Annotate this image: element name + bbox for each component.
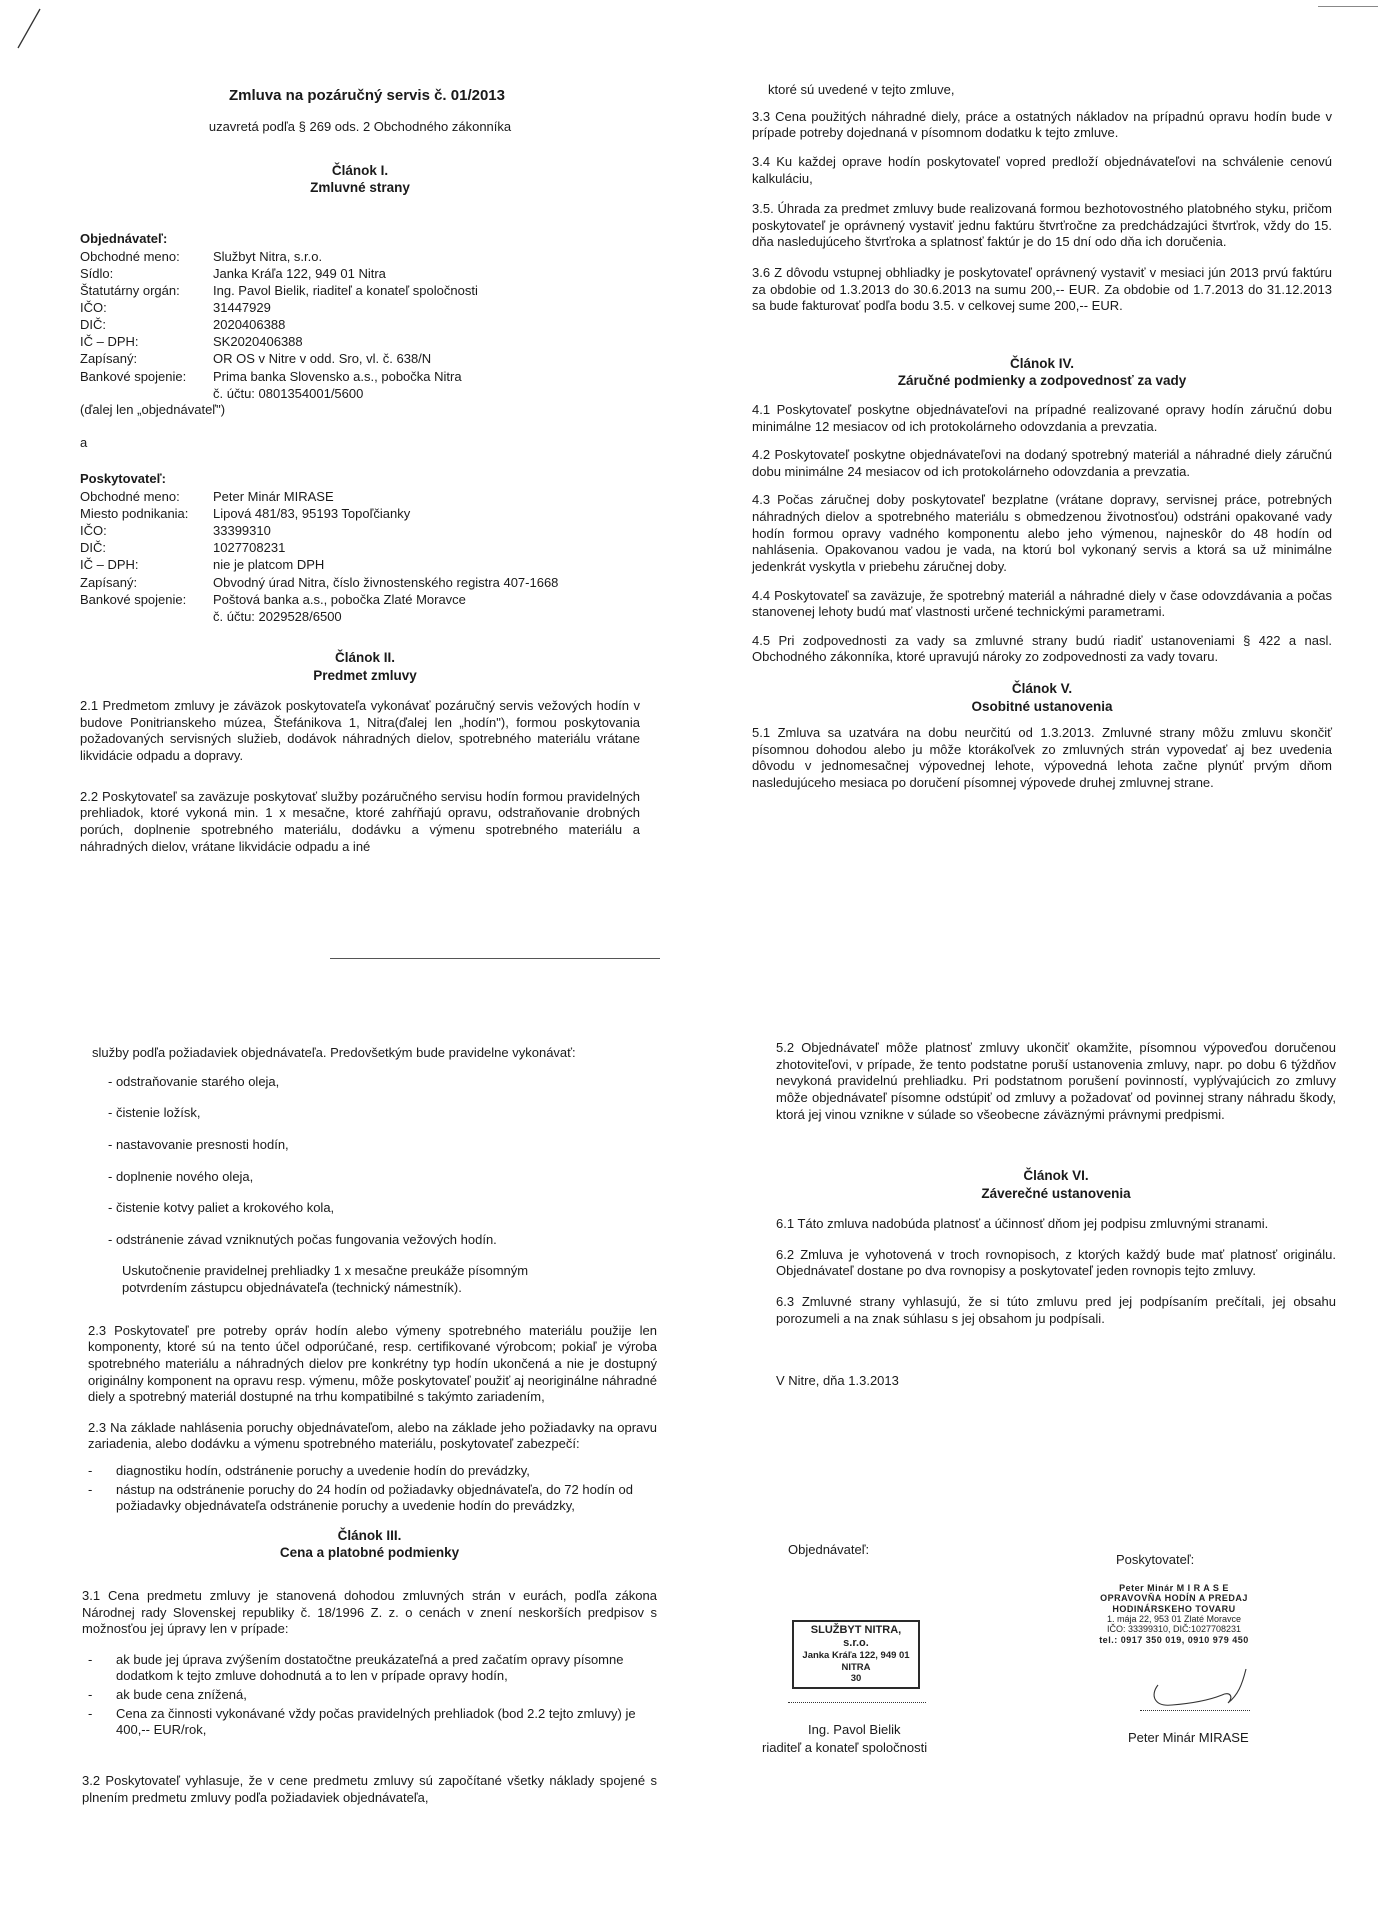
clause-6-3: 6.3 Zmluvné strany vyhlasujú, že si túto zmluvu pred jej podpísaním prečítali, jej obsahu porozumeli a na znak súhlasu s jej obsahom ju podpísali. — [776, 1294, 1336, 1326]
list-item: - čistenie ložísk, — [108, 1105, 201, 1121]
article-6-heading: Článok VI. — [1023, 1168, 1089, 1184]
clause-6-2: 6.2 Zmluva je vyhotovená v troch rovnopisoch, z ktorých každý bude mať platnosť originálu. Objednávateľ dostane po dva rovnopisy a poskytovateľ jeden rovnopis tejto zmluvy. — [776, 1246, 1336, 1279]
clause-4-2: 4.2 Poskytovateľ poskytne objednávateľovi na dodaný spotrebný materiál a náhradné diely záručnú dobu minimálne 24 mesiacov od ich protokolárneho odovzdania a prevzatia. — [752, 447, 1332, 479]
party-field-value: č. účtu: 2029528/6500 — [213, 608, 342, 624]
party-field-value: Poštová banka a.s., pobočka Zlaté Moravce — [213, 591, 466, 607]
article-5-heading: Článok V. — [1011, 681, 1073, 697]
list-item: - čistenie kotvy paliet a krokového kola, — [108, 1200, 335, 1216]
party-field-value: Peter Minár MIRASE — [213, 488, 334, 504]
party-row — [80, 333, 478, 350]
article-3-heading: Článok III. — [337, 1527, 402, 1543]
party-row — [80, 282, 478, 299]
and-text: a — [80, 434, 88, 450]
party-field-value: Janka Kráľa 122, 949 01 Nitra — [213, 265, 386, 281]
article-4-heading: Článok IV. — [1009, 355, 1075, 371]
clause-3-6: 3.6 Z dôvodu vstupnej obhliadky je poskytovateľ oprávnený vystaviť v mesiaci jún 2013 prvú faktúru za obdobie od 1.3.2013 do 30.6.2013 na sumu 200,-- EUR. Za obdobie od 1.7.2013 do 31.12.2013 sa bude fakturovať podľa bodu 3.5. v celkovej sume 200,-- EUR. — [752, 265, 1332, 314]
place-date: V Nitre, dňa 1.3.2013 — [776, 1373, 899, 1389]
fault-list — [82, 1463, 657, 1515]
page1-left-column — [80, 86, 640, 855]
scan-edge-line — [1318, 6, 1378, 7]
provider-signature-line — [1140, 1710, 1250, 1711]
orderer-company-stamp: SLUŽBYT NITRA, s.r.o. Janka Kráľa 122, 949 01 NITRA 30 — [792, 1620, 920, 1689]
party-field-label — [80, 385, 213, 402]
clause-2-1: 2.1 Predmetom zmluvy je záväzok poskytovateľa vykonávať pozáručný servis vežových hodín v budove Ponitrianskeho múzea, Štefánikova 1, Nitra(ďalej len „hodín"), formou poskytovania požadovaných servisných služieb, dodávok náhradných dielov, spotrebného materiálu vrátane likvidácie odpadu a dopravy. — [80, 698, 640, 764]
article-2-heading: Článok II. — [334, 650, 395, 666]
clause-2-2: 2.2 Poskytovateľ sa zaväzuje poskytovať služby pozáručného servisu hodín formou pravidelných prehliadok, ktoré vykoná min. 1 x mesačne, ktoré zahŕňajú opravu, odstraňovanie drobných porúch, doplnenie spotrebného materiálu, dodávku a výmenu spotrebného materiálu a náhradných dielov, vrátane likvidácie odpadu a iné — [80, 788, 640, 854]
contract-title: Zmluva na pozáručný servis č. 01/2013 — [229, 87, 505, 104]
clause-4-1: 4.1 Poskytovateľ poskytne objednávateľovi na prípadné realizované opravy hodín záručnú dobu minimálne 12 mesiacov od ich protokolárneho odovzdania a prevzatia. — [752, 401, 1332, 434]
party-field-value: Ing. Pavol Bielik, riaditeľ a konateľ spoločnosti — [213, 282, 478, 298]
party-field-value: Lipová 481/83, 95193 Topoľčianky — [213, 505, 411, 521]
orderer-alias: (ďalej len „objednávateľ") — [80, 401, 226, 417]
list-item: - Cena za činnosti vykonávané vždy počas pravidelných prehliadok (bod 2.2 tejto zmluvy) je 400,-- EUR/rok, — [82, 1706, 657, 1739]
list-item: - ak bude jej úprava zvýšením dostatočtne preukázateľná a pred začatím opravy písomne dodatkom k tejto zmluve dohodnutá a to len v prípade opravy hodín, — [82, 1652, 657, 1685]
scan-mark — [14, 6, 44, 52]
orderer-table — [80, 248, 478, 402]
party-field-value: OR OS v Nitre v odd. Sro, vl. č. 638/N — [213, 351, 432, 367]
party-field-label: IČO: — [80, 523, 107, 539]
party-row — [80, 316, 478, 333]
list-item: - doplnenie nového oleja, — [108, 1168, 254, 1184]
party-row — [80, 248, 478, 265]
orderer-heading: Objednávateľ: — [80, 230, 168, 246]
party-row — [80, 539, 558, 556]
article-2-name: Predmet zmluvy — [313, 667, 417, 683]
party-field-label: Obchodné meno: — [80, 488, 180, 504]
clause-3-1: 3.1 Cena predmetu zmluvy je stanovená dohodou zmluvných strán v eurách, podľa zákona Národnej rady Slovenskej republiky č. 18/1996 Z. z. o cenách v znení neskorších predpisov s možnosťou jej úpravy len v prípade: — [82, 1587, 657, 1637]
list-item: - diagnostiku hodín, odstránenie poruchy a uvedenie hodín do prevádzky, — [82, 1463, 657, 1480]
party-field-label: Sídlo: — [80, 265, 114, 281]
party-field-label — [80, 608, 213, 625]
list-item: - odstraňovanie starého oleja, — [108, 1073, 280, 1089]
clause-2-3-components: 2.3 Poskytovateľ pre potreby opráv hodín alebo výmeny spotrebného materiálu použije len komponenty, ktoré sú na tento účel odporúčané, resp. certifikované výrobcom; pokiaľ je výroba spotrebného materiálu a náhradných dielov pre konkrétny typ hodín ukončená a nie je dostupný originálny komponent na opravu resp. výmenu, môže poskytovateľ použiť aj neoriginálne náhradné diely a spotrebný materiál dostupné na trhu kompatibilné s takýmto zariadením, — [88, 1322, 657, 1405]
clause-4-4: 4.4 Poskytovateľ sa zaväzuje, že spotrebný materiál a náhradné diely v čase odovzdávania a počas stanovenej lehoty budú mať vlastnosti určené technickými parametrami. — [752, 587, 1332, 620]
orderer-signer-name: Ing. Pavol Bielik — [808, 1722, 901, 1737]
provider-handwritten-signature — [1142, 1655, 1252, 1715]
party-field-label: Zapísaný: — [80, 574, 138, 590]
orderer-block — [80, 231, 640, 419]
page1-right-column — [752, 82, 1332, 792]
party-field-value: nie je platcom DPH — [213, 557, 325, 573]
list-item: - nastavovanie presnosti hodín, — [108, 1136, 289, 1152]
party-field-label: IČO: — [80, 300, 107, 315]
provider-table — [80, 488, 558, 625]
provider-signature-label: Poskytovateľ: — [1116, 1552, 1195, 1567]
party-field-label: Štatutárny orgán: — [80, 282, 180, 298]
party-field-label: IČ – DPH: — [80, 557, 139, 573]
party-field-label: Bankové spojenie: — [80, 368, 187, 384]
party-field-value: 33399310 — [213, 523, 271, 539]
party-field-label: Bankové spojenie: — [80, 591, 187, 607]
contract-subtitle: uzavretá podľa § 269 ods. 2 Obchodného zákonníka — [208, 119, 512, 135]
party-row — [80, 556, 558, 573]
party-field-value: SK2020406388 — [213, 334, 303, 350]
orderer-signature-line — [788, 1702, 926, 1703]
party-row — [80, 299, 478, 316]
clause-5-1: 5.1 Zmluva sa uzatvára na dobu neurčitú od 1.3.2013. Zmluvné strany môžu zmluvu skončiť písomnou dohodou alebo ju môže ktorákoľvek zo zmluvných strán vypovedať aj bez uvedenia dôvodu v jednomesačnej výpovednej lehote, výpovedná lehota začne plynúť prvým dňom nasledujúceho mesiaca po doručení písomnej výpovede druhej zmluvnej strane. — [752, 725, 1332, 791]
orderer-signer-role: riaditeľ a konateľ spoločnosti — [762, 1740, 928, 1755]
page1-left-footer-line — [330, 958, 660, 959]
party-field-label: Miesto podnikania: — [80, 505, 189, 521]
list-item: - nástup na odstránenie poruchy do 24 hodín od požiadavky objednávateľa, do 72 hodín od požiadavky objednávateľa odstránenie poruchy a uvedenie hodín do prevádzky, — [82, 1482, 657, 1515]
party-field-label: DIČ: — [80, 540, 106, 556]
provider-heading: Poskytovateľ: — [80, 471, 166, 487]
clause-4-5: 4.5 Pri zodpovednosti za vady sa zmluvné strany budú riadiť ustanoveniami § 422 a nasl. Obchodného zákonníka, ktoré upravujú nároky zo zodpovednosti za vady tovaru. — [752, 632, 1332, 665]
clause-3-2: 3.2 Poskytovateľ vyhlasuje, že v cene predmetu zmluvy sú započítané všetky náklady spojené s plnením predmetu zmluvy podľa požiadaviek objednávateľa, — [82, 1772, 657, 1805]
party-row — [80, 385, 478, 402]
services-intro: služby podľa požiadaviek objednávateľa. Predovšetkým bude pravidelne vykonávať: — [92, 1045, 576, 1060]
party-field-label: DIČ: — [80, 317, 106, 333]
party-field-value: Prima banka Slovensko a.s., pobočka Nitra — [213, 368, 462, 384]
party-field-value: Službyt Nitra, s.r.o. — [213, 248, 323, 264]
party-row — [80, 505, 558, 522]
list-item: - odstránenie závad vzniknutých počas fungovania vežových hodín. — [108, 1231, 497, 1247]
clause-3-3: 3.3 Cena použitých náhradné diely, práce a ostatných nákladov na prípadnú opravu hodín bude v prípade potreby dojednaná v písomnom dodatku k tejto zmluve. — [752, 108, 1332, 141]
party-field-value: č. účtu: 0801354001/5600 — [213, 385, 364, 401]
article-3-name: Cena a platobné podmienky — [279, 1545, 460, 1561]
article-1-name: Zmluvné strany — [310, 180, 410, 196]
party-row — [80, 591, 558, 608]
services-list — [108, 1074, 657, 1249]
list-item: - ak bude cena znížená, — [82, 1687, 657, 1704]
party-row — [80, 608, 558, 625]
party-row — [80, 265, 478, 282]
party-row — [80, 368, 478, 385]
party-field-value: 2020406388 — [213, 317, 286, 333]
clause-3-5: 3.5. Úhrada za predmet zmluvy bude realizovaná formou bezhotovostného platobného styku, pričom poskytovateľ je oprávnený vystaviť jednu faktúru štvrťročne za predchádzajúci štvrťrok, vždy do 15. dňa nasledujúceho štvrťroka a splatnosť faktúr je do 15 dní odo dňa ich doručenia. — [752, 201, 1332, 250]
article-4-name: Záručné podmienky a zodpovednosť za vady — [897, 373, 1187, 389]
party-field-value: Obvodný úrad Nitra, číslo živnostenského registra 407-1668 — [213, 574, 559, 590]
article-1-heading: Článok I. — [331, 162, 389, 178]
provider-block — [80, 471, 640, 625]
clause-5-2: 5.2 Objednávateľ môže platnosť zmluvy ukončiť okamžite, písomnou výpoveďou doručenou zhotoviteľovi, v prípade, že tento podstatne poruší ustanovenia zmluvy, napr. po dobu 6 týždňov nevykoná pravidelnú prehliadku. Pri podstatnom porušení povinností, vyplývajúcich zo zmluvy môže objednávateľ písomne odstúpiť od zmluvy a požadovať od povinnej strany náhradu škody, ktorá jej vinou vznikne v súlade so všeobecne záväznými právnymi predpismi. — [776, 1040, 1336, 1122]
inspection-confirmation: Uskutočnenie pravidelnej prehliadky 1 x mesačne preukáže písomným potvrdením zástupcu objednávateľa (technický námestník). — [122, 1263, 529, 1295]
party-field-label: Obchodné meno: — [80, 248, 180, 264]
party-row — [80, 574, 558, 591]
provider-signer-name: Peter Minár MIRASE — [1128, 1730, 1249, 1745]
orderer-signature-label: Objednávateľ: — [788, 1542, 870, 1557]
party-field-label: IČ – DPH: — [80, 334, 139, 350]
price-list — [82, 1652, 657, 1739]
party-field-value: 1027708231 — [213, 540, 286, 556]
party-row — [80, 488, 558, 505]
clause-3-4: 3.4 Ku každej oprave hodín poskytovateľ vopred predloží objednávateľovi na schválenie cenovú kalkuláciu, — [752, 153, 1332, 186]
clause-3-2-continuation: ktoré sú uvedené v tejto zmluve, — [768, 82, 955, 97]
provider-company-stamp: Peter Minár M I R A S E OPRAVOVŇA HODÍN A PREDAJ HODINÁRSKEHO TOVARU 1. mája 22, 953 01 Zlaté Moravce IČO: 33399310, DIČ:1027708231 tel.: 0917 350 019, 0910 979 450 — [1099, 1583, 1249, 1645]
article-5-name: Osobitné ustanovenia — [971, 698, 1113, 714]
article-6-name: Záverečné ustanovenia — [981, 1185, 1131, 1201]
party-field-value: 31447929 — [213, 300, 271, 315]
clause-2-3-fault: 2.3 Na základe nahlásenia poruchy objednávateľom, alebo na základe jeho požiadavky na opravu zariadenia, alebo dodávku a výmenu spotrebného materiálu, poskytovateľ zabezpečí: — [88, 1419, 657, 1452]
party-row — [80, 522, 558, 539]
clause-4-3: 4.3 Počas záručnej doby poskytovateľ bezplatne (vrátane dopravy, servisnej práce, potrebných náhradných dielov a spotrebného materiálu s obmedzenou životnosťou) odstráni opakované vady hodín formou opravy vadného komponentu alebo jeho výmenou, najneskôr do 48 hodín od nahlásenia. Opakovanou vadou je vada, na ktorú bol vykonaný servis a ktorá sa už minimálne jedenkrát vyskytla v priebehu záručnej doby. — [752, 492, 1332, 574]
party-row — [80, 350, 478, 367]
clause-6-1: 6.1 Táto zmluva nadobúda platnosť a účinnosť dňom jej podpisu zmluvnými stranami. — [776, 1216, 1269, 1232]
page2-right-column — [776, 1040, 1336, 1390]
party-field-label: Zapísaný: — [80, 351, 138, 367]
page2-left-column — [82, 1045, 657, 1806]
